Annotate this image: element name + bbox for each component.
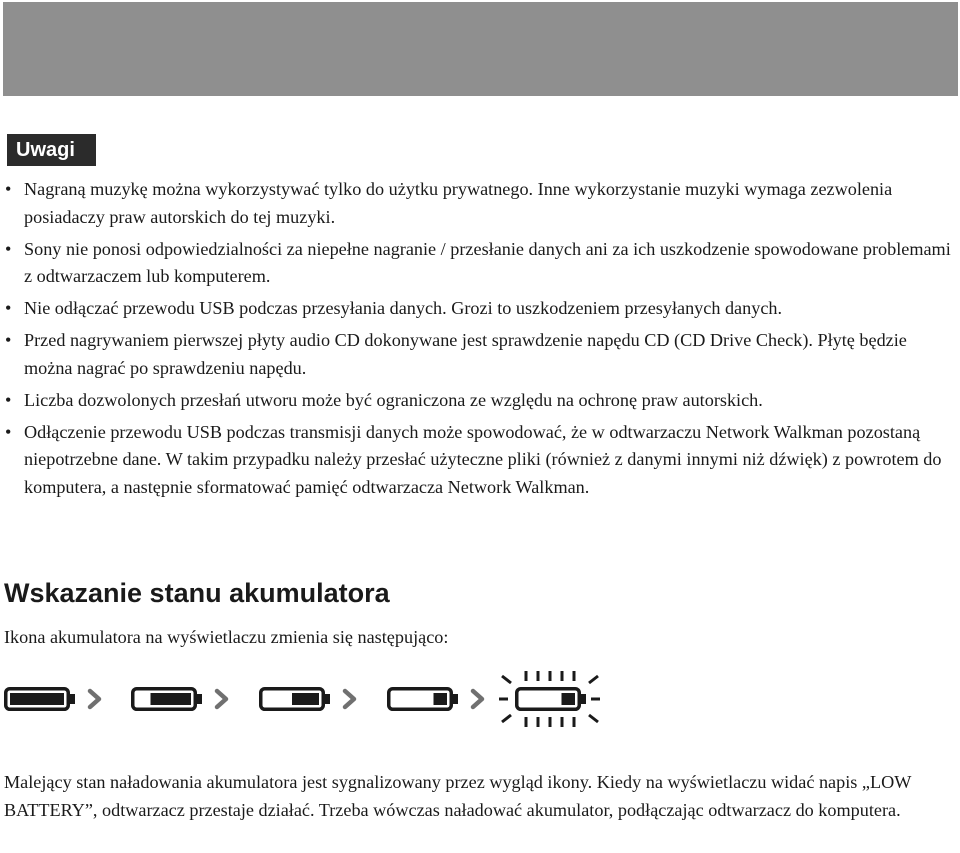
battery-terminal	[453, 694, 458, 704]
bullet: •	[5, 179, 12, 199]
note-text: Liczba dozwolonych przesłań utworu może być ograniczona ze względu na ochronę praw autorskich.	[24, 389, 763, 410]
battery-level-fill	[10, 693, 64, 705]
flash-ray	[589, 676, 598, 683]
arrow-right-icon	[345, 691, 354, 707]
battery-sequence	[0, 660, 620, 735]
bullet: •	[5, 330, 12, 350]
list-item	[4, 327, 956, 382]
list-item	[4, 419, 956, 502]
bullet: •	[5, 238, 12, 259]
flash-ray	[589, 715, 598, 722]
section-title: Wskazanie stanu akumulatora	[4, 578, 390, 608]
battery-level-fill	[562, 693, 576, 705]
battery-intro-text: Ikona akumulatora na wyświetlaczu zmienia się następująco:	[4, 627, 449, 647]
battery-three-quarter-icon	[133, 689, 202, 710]
note-text: Nagraną muzykę można wykorzystywać tylko do użytku prywatnego. Inne wykorzystanie muzyki wymaga zezwolenia posiadaczy praw autorskich do tej muzyki.	[24, 179, 893, 227]
battery-level-fill	[434, 693, 448, 705]
list-item	[4, 236, 956, 291]
list-item	[4, 387, 956, 415]
flash-ray	[502, 715, 511, 722]
bullet: •	[5, 298, 12, 318]
battery-quarter-icon	[389, 689, 458, 710]
arrow-right-icon	[217, 691, 226, 707]
arrow-right-icon	[473, 691, 482, 707]
battery-footer-text: Malejący stan naładowania akumulatora jest sygnalizowany przez wygląd ikony. Kiedy na wyświetlaczu widać napis „LOW BATTERY”, odtwarzacz przestaje działać. Trzeba wówczas naładować akumulator, podłączając odtwarzacz do komputera.	[4, 772, 912, 820]
bullet: •	[5, 389, 12, 410]
note-text: Przed nagrywaniem pierwszej płyty audio CD dokonywane jest sprawdzenie napędu CD (CD Drive Check). Płytę będzie można nagrać po sprawdzeniu napędu.	[24, 330, 907, 378]
flash-ray	[502, 676, 511, 683]
battery-level-fill	[151, 693, 192, 705]
battery-terminal	[581, 694, 586, 704]
battery-terminal	[197, 694, 202, 704]
battery-half-icon	[261, 689, 330, 710]
note-text: Odłączenie przewodu USB podczas transmisji danych może spowodować, że w odtwarzaczu Network Walkman pozostaną niepotrzebne dane. W takim przypadku należy przesłać użyteczne pliki (również z danymi innymi niż dźwięk) z powrotem do komputera, a następnie sformatować pamięć odtwarzacza Network Walkman.	[24, 421, 942, 497]
battery-terminal	[325, 694, 330, 704]
battery-terminal	[70, 694, 75, 704]
header-band	[3, 2, 958, 96]
battery-level-fill	[292, 693, 319, 705]
bullet: •	[5, 421, 12, 442]
note-text: Sony nie ponosi odpowiedzialności za niepełne nagranie / przesłanie danych ani za ich uszkodzenie spowodowane problemami z odtwarzaczem lub komputerem.	[24, 238, 951, 286]
notes-heading: Uwagi	[7, 134, 96, 166]
battery-low-flashing-icon	[499, 671, 600, 727]
list-item	[4, 295, 956, 323]
list-item	[4, 176, 956, 231]
battery-sequence-graphic	[0, 660, 620, 735]
arrow-right-icon	[90, 691, 99, 707]
battery-full-icon	[6, 689, 75, 710]
note-text: Nie odłączać przewodu USB podczas przesyłania danych. Grozi to uszkodzeniem przesyłanych danych.	[24, 298, 783, 318]
notes-list	[4, 176, 956, 506]
